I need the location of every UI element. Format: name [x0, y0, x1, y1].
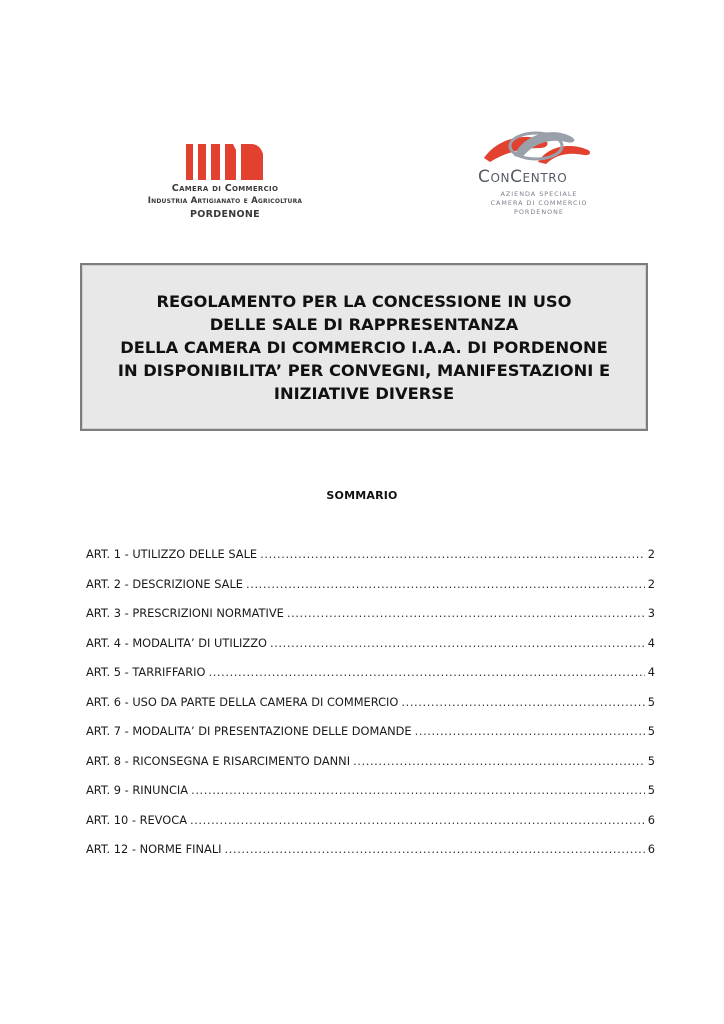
toc-entry[interactable]	[86, 842, 655, 872]
toc-entry-page: 2	[647, 576, 655, 591]
toc-entry-page: 2	[647, 547, 655, 561]
toc-entry-label: ART. 1 - UTILIZZO DELLE SALE	[86, 547, 258, 561]
toc-entry[interactable]	[86, 547, 655, 577]
concentro-sub2: CAMERA DI COMMERCIO	[490, 199, 588, 207]
toc-entry-label: ART. 5 - TARRIFFARIO	[86, 665, 206, 679]
toc-leader	[401, 695, 644, 709]
toc-entry-page: 4	[647, 665, 655, 679]
toc-leader	[190, 813, 645, 827]
logo-left-line3: PORDENONE	[190, 209, 260, 220]
toc-entry-label: ART. 3 - PRESCRIZIONI NORMATIVE	[86, 606, 284, 620]
toc-entry[interactable]	[86, 695, 655, 725]
logo-left-line2: Industria Artigianato e Agricoltura	[147, 196, 303, 206]
toc-entry-page: 4	[647, 635, 655, 650]
logo-left-line1: Camera di Commercio	[171, 183, 279, 194]
toc-entry-label: ART. 6 - USO DA PARTE DELLA CAMERA DI COMMERCIO	[86, 694, 399, 709]
title-line: REGOLAMENTO PER LA CONCESSIONE IN USO	[156, 291, 572, 311]
toc-entry-label: ART. 2 - DESCRIZIONE SALE	[86, 576, 243, 591]
summary-heading: SOMMARIO	[326, 489, 398, 502]
toc-leader	[353, 754, 645, 768]
camera-commercio-bars-icon	[186, 140, 264, 182]
toc-entry[interactable]	[86, 636, 655, 666]
toc-entry-page: 3	[647, 606, 655, 620]
title-line: DELLA CAMERA DI COMMERCIO I.A.A. DI PORDENONE	[120, 337, 608, 357]
toc-leader	[191, 783, 645, 797]
title-box	[80, 263, 648, 431]
toc-entry-page: 5	[647, 783, 655, 797]
toc-entry[interactable]	[86, 665, 655, 695]
toc-entry[interactable]	[86, 606, 655, 636]
concentro-sub3: PORDENONE	[514, 208, 564, 216]
toc-entry-label: ART. 10 - REVOCA	[86, 812, 187, 827]
toc-leader	[270, 636, 645, 650]
toc-entry[interactable]	[86, 577, 655, 607]
concentro-swirl-icon	[478, 122, 596, 170]
toc-leader	[225, 842, 645, 856]
toc-leader	[208, 665, 644, 679]
toc-entry[interactable]	[86, 724, 655, 754]
toc-entry[interactable]	[86, 813, 655, 843]
toc-entry-label: ART. 9 - RINUNCIA	[86, 783, 189, 797]
toc-entry-label: ART. 8 - RICONSEGNA E RISARCIMENTO DANNI	[86, 753, 351, 768]
title-line: DELLE SALE DI RAPPRESENTANZA	[209, 314, 519, 334]
title-line: IN DISPONIBILITA’ PER CONVEGNI, MANIFESTAZIONI E	[117, 360, 611, 380]
title-line: INIZIATIVE DIVERSE	[273, 383, 455, 403]
toc-entry-page: 5	[647, 694, 655, 709]
toc-entry-page: 6	[647, 812, 655, 827]
toc-entry-page: 6	[647, 842, 655, 856]
concentro-brand: ConCentro	[478, 167, 568, 187]
concentro-sub1: AZIENDA SPECIALE	[500, 190, 578, 198]
concentro-logo	[474, 122, 604, 222]
document-title	[118, 290, 610, 405]
toc-leader	[287, 606, 645, 620]
table-of-contents	[86, 547, 655, 872]
camera-commercio-logo	[120, 132, 330, 227]
toc-leader	[246, 577, 645, 591]
toc-entry-label: ART. 12 - NORME FINALI	[86, 842, 222, 856]
toc-leader	[415, 724, 645, 738]
toc-entry-label: ART. 4 - MODALITA’ DI UTILIZZO	[86, 635, 267, 650]
toc-entry-page: 5	[647, 753, 655, 768]
toc-entry[interactable]	[86, 754, 655, 784]
toc-entry-page: 5	[647, 724, 655, 738]
toc-entry[interactable]	[86, 783, 655, 813]
toc-entry-label: ART. 7 - MODALITA’ DI PRESENTAZIONE DELLE DOMANDE	[86, 724, 412, 738]
toc-leader	[260, 547, 645, 561]
